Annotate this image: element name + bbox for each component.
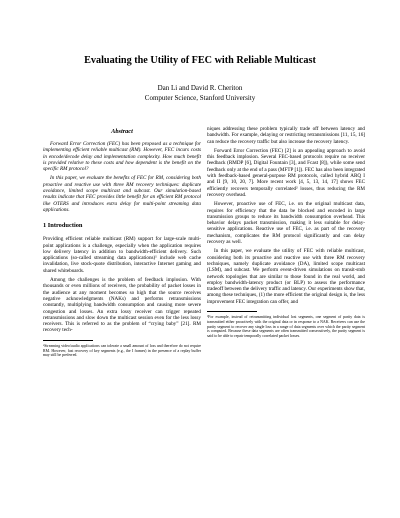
paper-title: Evaluating the Utility of FEC with Reliable Multicast [84,55,316,66]
footnote-1: ¹Streaming video/audio applications can tolerate a small amount of loss and therefore do not require RM. However, fast recovery of key segments (e.g., the I frames) in the presence of a replay buffer may still be preferred. [43,343,201,358]
paper-authors: Dan Li and David R. Cheriton [157,84,243,92]
footnote-rule [43,340,93,341]
paper-affiliation: Computer Science, Stanford University [144,94,256,102]
footnote-rule [207,311,257,312]
footnote-2: ²For example, instead of retransmitting individual lost segments, one segment of parity data is transmitted either proactively with the original data or in response to a NAK. Receivers can use the parity segment to recover any single loss in a range of data segments over which the parity segment is computed. Because these data segments are often transmitted consecutively, the parity segment is said to be able to repair temporally correlated packet losses. [207,315,365,339]
abstract-section [43,128,201,213]
introduction-heading: 1 Introduction [43,222,83,230]
abstract-heading: Abstract [111,128,133,135]
right-paragraph-3: However, proactive use of FEC, i.e. on the original multicast data, requires for efficiency that the data be blocked and encoded in large transmission groups to reduce its bandwidth consumption overhead. This behavior delays packet transmission, making it less suitable for delay-sensitive applications. Reactive use of FEC, i.e. as part of the recovery mechanism, complicates the RM protocol significantly and can delay recovery as well. [207,201,365,246]
abstract-paragraph-2: In this paper, we evaluate the benefits of FEC for RM, considering both proactive and reactive use with three RM recovery techniques: duplicate avoidance, limited scope multicast and subcast. Our simulation-based results indicate that FEC provides little benefit for an efficient RM protocol like OTERS and introduces extra delay for multi-point streaming data applications. [43,175,201,213]
left-column [43,126,201,358]
right-paragraph-4: In this paper, we evaluate the utility of FEC with reliable multicast, considering both its proactive and reactive use with three RM recovery techniques, namely duplicate avoidance (DA), limited scope multicast (LSM), and subcast. We perform event-driven simulations on transit-stub network topologies that are similar to those found in the real world, and employ bandwidth-latency product (or BLP) to assess the performance tradeoff between the delivery traffic and latency. Our experiments show that, among these techniques, (1) the more efficient the original design is, the less improvement FEC integration can offer, and [207,248,365,305]
intro-paragraph-1: Providing efficient reliable multicast (RM) support for large-scale multi-point applications is a challenge, especially when the application requires low delivery latency in addition to bandwidth-efficient delivery. Such applications (so-called streaming data applications)¹ include web cache invalidation, live stock-quote distribution, interactive Internet gaming and shared whiteboards. [43,236,201,274]
right-column [207,126,365,339]
intro-paragraph-2: Among the challenges is the problem of feedback implosion. With thousands or even millions of receivers, the probability of packet losses in the audience at any moment becomes so high that the source receives negative acknowledgments (NAKs) and performs retransmissions constantly, multiplying bandwidth consumption and causing more severe congestion and losses. An extra lossy receiver can trigger repeated retransmissions and slow down the multicast session even for the less lossy receivers. This is referred to as the problem of “crying baby” [21]. RM recovery tech- [43,277,201,334]
abstract-paragraph-1: Forward Error Correction (FEC) has been proposed as a technique for implementing efficient reliable multicast (RM). However, FEC incurs costs in encode/decode delay and implementation complexity. How much benefit is provided relative to these costs and how dependent is the benefit on the specific RM protocol? [43,141,201,173]
right-paragraph-2: Forward Error Correction (FEC) [2] is an appealing approach to avoid this feedback implosion. Several FEC-based protocols require no receiver feedback (RMDP [6], Digital Fountain [3], and Fcast [8]), while some send feedback only at the end of a pass (MFTP [1]). FEC has also been integrated with feedback-based general-purpose RM protocols, called hybrid ARQ I and II [9, 10, 20, 7]. More recent work [4, 5, 13, 14, 17] shows FEC efficiently recovers temporally correlated² losses, thus reducing the RM recovery overhead. [207,147,365,198]
right-paragraph-1: niques addressing these problem typically trade off between latency and bandwidth. For example, delaying or restricting retransmissions [11, 15, 16] can reduce the recovery traffic but also increase the recovery latency. [207,126,365,145]
